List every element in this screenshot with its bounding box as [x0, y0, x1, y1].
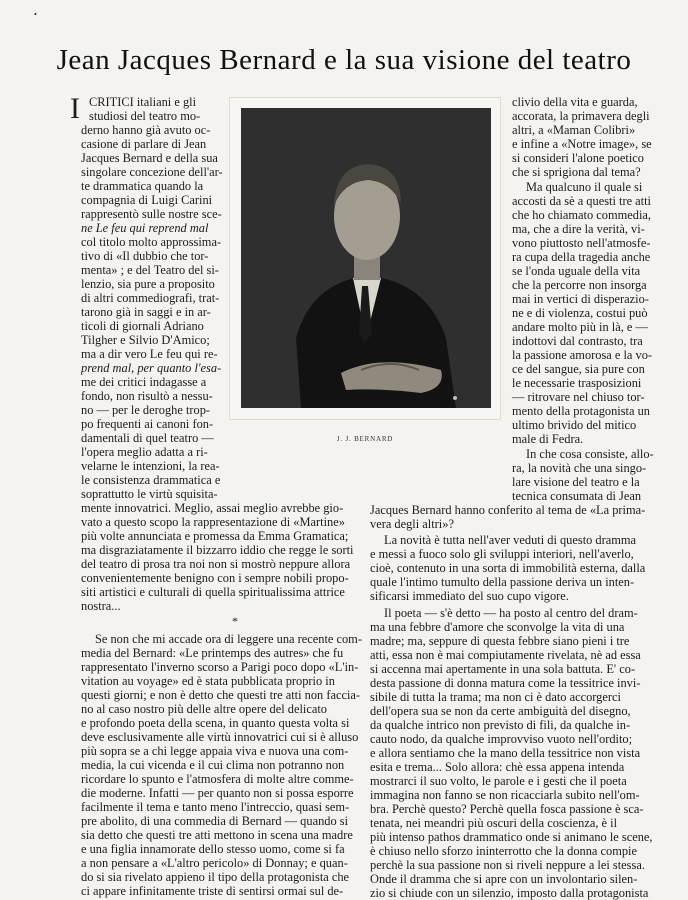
text-line: indottovi dal contrasto, tra [512, 334, 643, 348]
text-line: col titolo molto approssima- [81, 235, 222, 249]
text-line: compagnia di Luigi Carini [81, 193, 213, 207]
text-line: In che cosa consiste, allo- [526, 447, 654, 461]
text-line: CRITICI italiani e gli [89, 95, 197, 109]
text-line: e infine a «Notre image», se [512, 137, 652, 151]
text-line: zio si chiude con un silenzio, imposto dalla protagonista [370, 886, 649, 900]
text-line: ma disgraziatamente il bizzarro iddio che regge le sorti [81, 543, 354, 557]
text-line: che la percorre non insorga [512, 278, 647, 292]
text-line: dell'opera sua se non da certe ambiguità del disegno, [370, 704, 631, 718]
text-line: rappresentò sulle nostre sce- [81, 207, 222, 221]
text-line: e una figlia innamorate dello stesso uomo, come si fa [81, 842, 345, 856]
text-line: perchè la sua passione non si riveli neppure a lei stessa. [370, 858, 645, 872]
text-line: bra. Perchè questo? Perchè quella fosca passione è sca- [370, 802, 644, 816]
text-line: e allora sentiamo che la mano della tessitrice non vista [370, 746, 641, 760]
text-line: madre; ma, seppure di questa febbre siano pieni i tre [370, 634, 630, 648]
text-line: ra cupa della tragedia anche [512, 250, 651, 264]
text-line: a non pensare a «L'altro pericolo» di Donnay; e quan- [81, 856, 348, 870]
text-line: più sopra se a chi legge appaia viva e nuova una com- [81, 744, 349, 758]
text-line: lare visione del teatro e la [512, 475, 640, 489]
text-line: di altri commediografi, trat- [81, 291, 220, 305]
text-line: sia detto che questi tre atti mettono in scena una madre [81, 828, 353, 842]
text-line: vono piuttosto nell'atmosfe- [512, 236, 651, 250]
text-line: ne e di violenza, costui può [512, 306, 648, 320]
text-line: pre abolito, di una commedia di Bernard — quando si [81, 814, 349, 828]
text-line: ma, che a dire la verità, vi- [512, 222, 645, 236]
text-line: Se non che mi accade ora di leggere una recente com- [95, 632, 362, 646]
text-line: è chiuso nello sforzo ininterrotto che la donna compie [370, 844, 638, 858]
text-line: che ho chiamato commedia, [512, 208, 651, 222]
text-line: ticoli di giornali Adriano [81, 319, 204, 333]
text-line: casione di parlare di Jean [81, 137, 207, 151]
text-line: accorata, la primavera degli [512, 109, 650, 123]
text-line: media, la cui vicenda e il cui clima non potranno non [81, 758, 345, 772]
text-line: tenata, nei meandri più oscuri della coscienza, è il [370, 816, 618, 830]
text-line: le consistenza drammatica e [81, 473, 221, 487]
text-line: Jacques Bernard hanno conferito al tema de «La prima- [370, 503, 646, 517]
text-line: desta passione di donna matura come la tessitrice invi- [370, 676, 641, 690]
text-line: ci appare infinitamente triste di sentirsi ormai sul de- [81, 884, 344, 898]
text-line: damentali di quel teatro — [81, 431, 214, 445]
text-line: derno hanno già avuto oc- [81, 123, 211, 137]
text-line: tarono già in saggi e in ar- [81, 305, 211, 319]
text-line: prend mal, per quanto l'esa- [81, 361, 222, 375]
text-line: l'opera meglio adatta a ri- [81, 445, 208, 459]
text-line: Jacques Bernard e della sua [81, 151, 218, 165]
text-line: mente innovatrici. Meglio, assai meglio avrebbe gio- [81, 501, 344, 515]
text-line: ricordare lo spunto e l'atmosfera di molte altre comme- [81, 772, 354, 786]
text-line: singolare concezione dell'ar- [81, 165, 223, 179]
article-title: Jean Jacques Bernard e la sua visione del teatro [56, 44, 632, 76]
text-line: facilmente il tema e tanto meno l'intreccio, quasi sem- [81, 800, 350, 814]
text-line: menta» ; e del Teatro del si- [81, 263, 219, 277]
section-separator: * [232, 614, 238, 628]
text-line: po frequenti ai canoni fon- [81, 417, 214, 431]
text-line: mento della protagonista un [512, 404, 650, 418]
text-line: clivio della vita e guarda, [512, 95, 638, 109]
text-line: ma a dir vero Le feu qui re- [81, 347, 218, 361]
text-line: più volte annunciata e promessa da Emma Gramatica; [81, 529, 349, 543]
text-line: andare molto più in là, e — [512, 320, 648, 334]
text-line: immagina non fanno se non ricacciarla subito nell'om- [370, 788, 640, 802]
text-line: lenzio, sia pure a proposito [81, 277, 215, 291]
text-line: sificarsi immediato del suo cupo vigore. [370, 589, 569, 603]
text-line: vitation au voyage» ed è stata pubblicata proprio in [81, 674, 335, 688]
text-line: cioè, contenuto in una sorta di immobilità esterna, dalla [370, 561, 646, 575]
text-line: cauto nodo, da qualche improvviso vuoto nell'ordito; [370, 732, 633, 746]
text-line: si consideri l'alone poetico [512, 151, 644, 165]
text-line: rappresentato l'inverno scorso a Parigi poco dopo «L'in- [81, 660, 359, 674]
text-line: da qualche intrico non previsto di fili, da qualche in- [370, 718, 631, 732]
text-line: le necessarie trasposizioni [512, 376, 642, 390]
text-line: Tilgher e Silvio D'Amico; [81, 333, 210, 347]
text-line: tecnica consumata di Jean [512, 489, 642, 503]
text-line: questi giorni; e non è detto che questi tre atti non faccia- [81, 688, 361, 702]
text-line: vato a questo scopo la rappresentazione di «Martine» [81, 515, 345, 529]
text-line: e messi a fuoco solo gli sviluppi interiori, nell'averlo, [370, 547, 634, 561]
text-line: te drammatica quando la [81, 179, 204, 193]
text-line: nostra... [81, 599, 121, 613]
text-line: no — per le deroghe trop- [81, 403, 211, 417]
text-line: sibile di tutta la trama; ma non ci è dato accorgerci [370, 690, 621, 704]
text-line: se l'onda uguale della vita [512, 264, 641, 278]
text-line: si accenna mai apertamente in una sola battuta. E' co- [370, 662, 636, 676]
text-line: fondo, non risultò a nessu- [81, 389, 213, 403]
text-line: accosti da sè a questi tre atti [512, 194, 651, 208]
text-line: convenientemente benigno con i sempre nobili propo- [81, 571, 349, 585]
page-corner-mark: • [34, 10, 37, 19]
text-line: die moderne. Infatti — per quanto non si possa esporre [81, 786, 354, 800]
text-line: che si sprigiona dal tema? [512, 165, 641, 179]
text-line: ma una febbre d'amore che sconvolge la vita di una [370, 620, 625, 634]
text-line: vera degli altri»? [370, 517, 454, 531]
text-line: me dei critici indagasse a [81, 375, 207, 389]
text-line: Ma qualcuno il quale si [526, 180, 643, 194]
text-line: siti artistici e culturali di quella spiritualissima attrice [81, 585, 345, 599]
text-line: do si sia rivelato appieno il tipo della protagonista che [81, 870, 350, 884]
text-line: studiosi del teatro mo- [89, 109, 201, 123]
photo-caption: J. J. BERNARD [336, 435, 394, 443]
text-line: ultimo brivido del mitico [512, 418, 637, 432]
text-line: del teatro di prosa tra noi non si mostrò neppure allora [81, 557, 351, 571]
text-line: velarne le intenzioni, la rea- [81, 459, 220, 473]
text-line: altri, a «Maman Colibri» [512, 123, 636, 137]
drop-cap: I [70, 92, 80, 125]
text-line: male di Fedra. [512, 432, 584, 446]
text-line: più intenso pathos drammatico onde si animano le scene, [370, 830, 653, 844]
text-line: media del Bernard: «Le printemps des autres» che fu [81, 646, 344, 660]
text-line: soprattutto le virtù squisitа- [81, 487, 218, 501]
text-line: — ritrovare nel chiuso tor- [512, 390, 645, 404]
text-line: Onde il dramma che si apre con un involontario silen- [370, 872, 638, 886]
text-line: tivo di «Il dubbio che tor- [81, 249, 209, 263]
text-line: quale l'intimo tumulto della passione deriva un inten- [370, 575, 635, 589]
portrait-image [241, 108, 491, 408]
text-line: la passione amorosa e la vo- [512, 348, 653, 362]
text-line: atti, essa non è mai compiutamente rivelata, nè ad essa [370, 648, 641, 662]
text-line: mostrarci il suo volto, le parole e i gesti che il poeta [370, 774, 627, 788]
text-line: no al caso nostro più delle altre opere del delicato [81, 702, 327, 716]
text-line: e profondo poeta della scena, in quanto questa volta si [81, 716, 350, 730]
text-line: mai in vertici di disperazio- [512, 292, 649, 306]
text-line: esita e trema... Solo allora: chè essa appena intenda [370, 760, 625, 774]
text-line: ne Le feu qui reprend mal [81, 221, 209, 235]
text-line: La novità è tutta nell'aver veduti di questo dramma [384, 533, 637, 547]
text-line: ce del sangue, sia pure con [512, 362, 645, 376]
text-line: Il poeta — s'è detto — ha posto al centro del dram- [384, 606, 638, 620]
text-line: ra, la novità che una singo- [512, 461, 647, 475]
text-line: deve esclusivamente alle virtù innovatrici cui si è alluso [81, 730, 359, 744]
author-photo [229, 97, 501, 420]
